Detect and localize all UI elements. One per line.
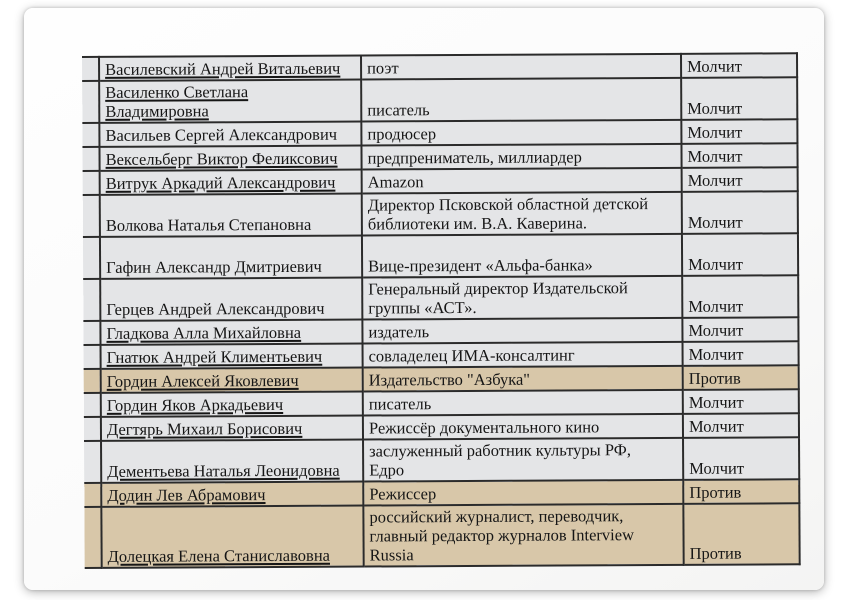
table-body (82, 53, 800, 568)
person-name-cell (99, 80, 361, 123)
occupation-cell: писатель (361, 78, 681, 122)
status-cell: Против (683, 479, 799, 504)
status-cell: Молчит (681, 77, 797, 120)
person-name-cell (99, 122, 361, 147)
status-cell: Против (683, 503, 799, 565)
document-photo (24, 8, 824, 590)
occupation-cell: писатель (363, 390, 683, 416)
cropped-left-column-cell (83, 279, 100, 321)
person-name-cell (101, 368, 363, 393)
occupation-cell: Генеральный директор Издательской группы «АСТ». (362, 276, 682, 320)
cropped-left-column-cell (84, 483, 101, 507)
person-name-cell (100, 278, 362, 321)
status-cell: Молчит (681, 119, 797, 144)
person-name: Герцев Андрей Александрович (106, 298, 325, 319)
occupation-cell: Директор Псковской областной детской библиотеки им. В.А. Каверина. (362, 192, 682, 236)
cropped-left-column-cell (83, 195, 100, 237)
status-cell: Молчит (683, 389, 799, 414)
status-cell: Молчит (683, 413, 799, 438)
voting-table (82, 52, 801, 569)
status-cell: Молчит (681, 143, 797, 168)
status-cell: Молчит (683, 341, 799, 366)
table-container (82, 52, 801, 569)
person-name: Гладкова Алла Михайловна (106, 322, 302, 343)
person-name-cell (100, 236, 362, 279)
person-name-cell (101, 344, 363, 369)
table-row (83, 233, 798, 279)
occupation-cell: Режиссёр документального кино (363, 414, 683, 440)
cropped-left-column-cell (82, 57, 99, 81)
occupation-cell: Режиссер (363, 480, 683, 506)
occupation-cell: российский журналист, переводчик, главный редактор журналов Interview Russia (363, 504, 683, 567)
person-name: Долецкая Елена Станиславовна (107, 545, 331, 566)
person-name: Волкова Наталья Степановна (105, 214, 312, 235)
cropped-left-column-cell (82, 81, 99, 123)
person-name: Дементьева Наталья Леонидовна (107, 460, 340, 481)
occupation-cell: продюсер (361, 120, 681, 146)
table-row (84, 503, 799, 568)
status-cell: Молчит (682, 191, 798, 234)
occupation-cell: Вице-президент «Альфа-банка» (362, 234, 682, 278)
status-cell: Молчит (682, 167, 798, 192)
status-cell: Молчит (683, 437, 799, 480)
cropped-left-column-cell (84, 507, 101, 568)
person-name-cell (101, 392, 363, 417)
person-name: Васильев Сергей Александрович (105, 124, 338, 145)
table-row (83, 275, 798, 321)
person-name: Витрук Аркадий Александрович (105, 172, 336, 193)
table-row (82, 77, 797, 123)
status-cell: Молчит (682, 233, 798, 276)
person-name: Василевский Андрей Витальевич (105, 58, 341, 79)
person-name-cell (99, 146, 361, 171)
cropped-left-column-cell (84, 345, 101, 369)
person-name-cell (100, 170, 362, 195)
cropped-left-column-cell (82, 123, 99, 147)
person-name: Гордин Яков Аркадьевич (106, 394, 284, 415)
cropped-left-column-cell (84, 417, 101, 441)
cropped-left-column-cell (83, 321, 100, 345)
person-name: Дегтярь Михаил Борисович (106, 418, 303, 439)
cropped-left-column-cell (82, 147, 99, 171)
cropped-left-column-cell (83, 171, 100, 195)
person-name-cell (101, 482, 363, 507)
occupation-cell: поэт (361, 54, 681, 80)
person-name: Гафин Александр Дмитриевич (106, 256, 322, 277)
occupation-cell: Издательство "Азбука" (363, 366, 683, 392)
person-name-cell (101, 416, 363, 441)
occupation-cell: издатель (362, 318, 682, 344)
status-cell: Против (683, 365, 799, 390)
cropped-left-column-cell (84, 369, 101, 393)
occupation-cell: предпрениматель, миллиардер (361, 144, 681, 170)
cropped-left-column-cell (84, 441, 101, 483)
table-row (83, 191, 798, 237)
cropped-left-column-cell (84, 393, 101, 417)
person-name: Гордин Алексей Яковлевич (106, 370, 299, 391)
status-cell: Молчит (681, 53, 797, 78)
occupation-cell: совладелец ИМА-консалтинг (363, 342, 683, 368)
person-name: Василенко Светлана Владимировна (105, 82, 249, 121)
person-name-cell (101, 506, 363, 568)
status-cell: Молчит (682, 317, 798, 342)
person-name-cell (99, 56, 361, 81)
person-name-cell (100, 194, 362, 237)
person-name: Вексельберг Виктор Феликсович (105, 148, 338, 169)
occupation-cell: заслуженный работник культуры РФ, Едро (363, 438, 683, 482)
table-row (84, 437, 799, 483)
status-cell: Молчит (682, 275, 798, 318)
occupation-cell: Amazon (362, 168, 682, 194)
person-name-cell (101, 440, 363, 483)
person-name: Додин Лев Абрамович (107, 485, 266, 505)
cropped-left-column-cell (83, 237, 100, 279)
person-name-cell (100, 320, 362, 345)
person-name: Гнатюк Андрей Климентьевич (106, 346, 323, 367)
